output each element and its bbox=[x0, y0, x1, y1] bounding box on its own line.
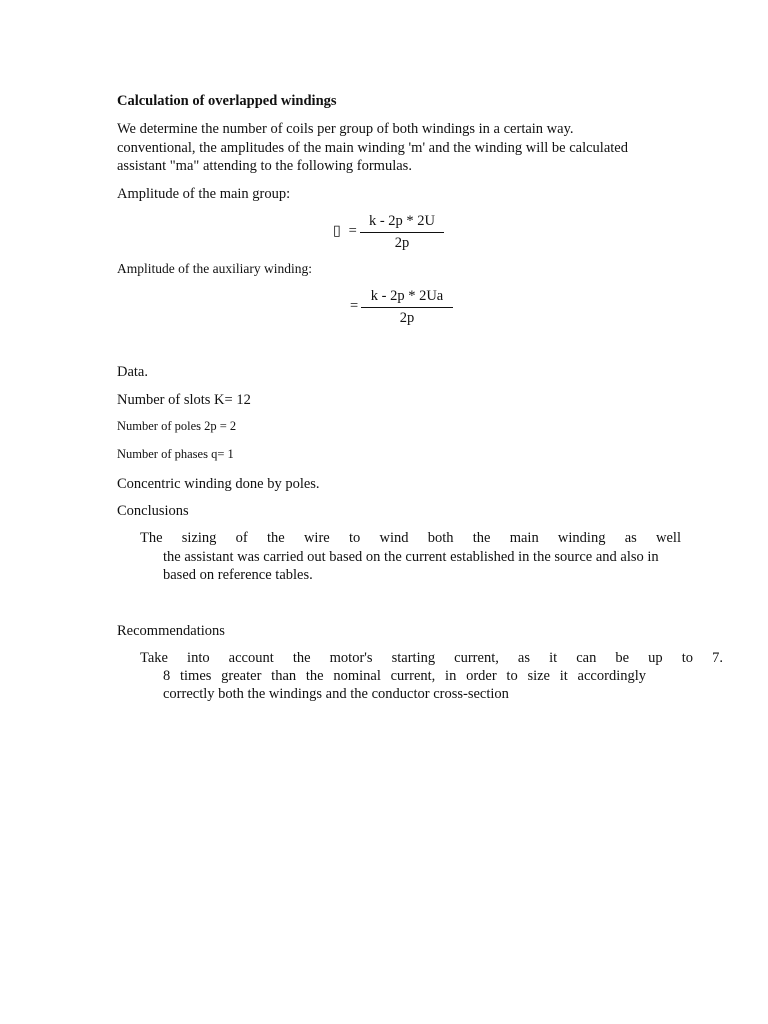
recommendations-heading: Recommendations bbox=[117, 623, 225, 639]
conclusions-line-1: The sizing of the wire to wind both the main winding as well bbox=[140, 530, 681, 546]
intro-line-3: assistant "ma" attending to the following formulas. bbox=[117, 158, 412, 174]
data-heading: Data. bbox=[117, 364, 148, 380]
conclusions-line-2: the assistant was carried out based on the current established in the source and also in bbox=[163, 549, 659, 565]
aux-amplitude-equals: = bbox=[350, 298, 359, 314]
aux-amplitude-label: Amplitude of the auxiliary winding: bbox=[117, 261, 312, 276]
main-amplitude-denominator: 2p bbox=[394, 235, 410, 251]
recommendations-line-1: Take into account the motor's starting current, as it can be up to 7. bbox=[140, 650, 723, 666]
main-amplitude-numerator: k - 2p * 2U bbox=[360, 213, 444, 233]
intro-line-2: conventional, the amplitudes of the main winding 'm' and the winding will be calculated bbox=[117, 140, 628, 156]
main-amplitude-equals: = bbox=[348, 223, 357, 239]
recommendations-line-3: correctly both the windings and the conductor cross-section bbox=[163, 686, 509, 702]
missing-glyph-icon: ▯ bbox=[333, 223, 341, 239]
conclusions-line-3: based on reference tables. bbox=[163, 567, 313, 583]
intro-line-1: We determine the number of coils per group of both windings in a certain way. bbox=[117, 121, 574, 137]
recommendations-line-2: 8 times greater than the nominal current, in order to size it accordingly bbox=[163, 668, 646, 684]
document-title: Calculation of overlapped windings bbox=[117, 93, 337, 109]
main-amplitude-symbol bbox=[333, 223, 357, 240]
phases-count: Number of phases q= 1 bbox=[117, 447, 234, 461]
winding-type: Concentric winding done by poles. bbox=[117, 476, 320, 492]
poles-count: Number of poles 2p = 2 bbox=[117, 419, 237, 433]
slots-count: Number of slots K= 12 bbox=[117, 392, 251, 408]
aux-amplitude-denominator: 2p bbox=[399, 310, 415, 326]
aux-amplitude-fraction bbox=[361, 288, 453, 327]
conclusions-heading: Conclusions bbox=[117, 503, 189, 519]
aux-amplitude-numerator: k - 2p * 2Ua bbox=[361, 288, 453, 308]
main-amplitude-label: Amplitude of the main group: bbox=[117, 186, 291, 202]
main-amplitude-fraction bbox=[360, 213, 444, 252]
